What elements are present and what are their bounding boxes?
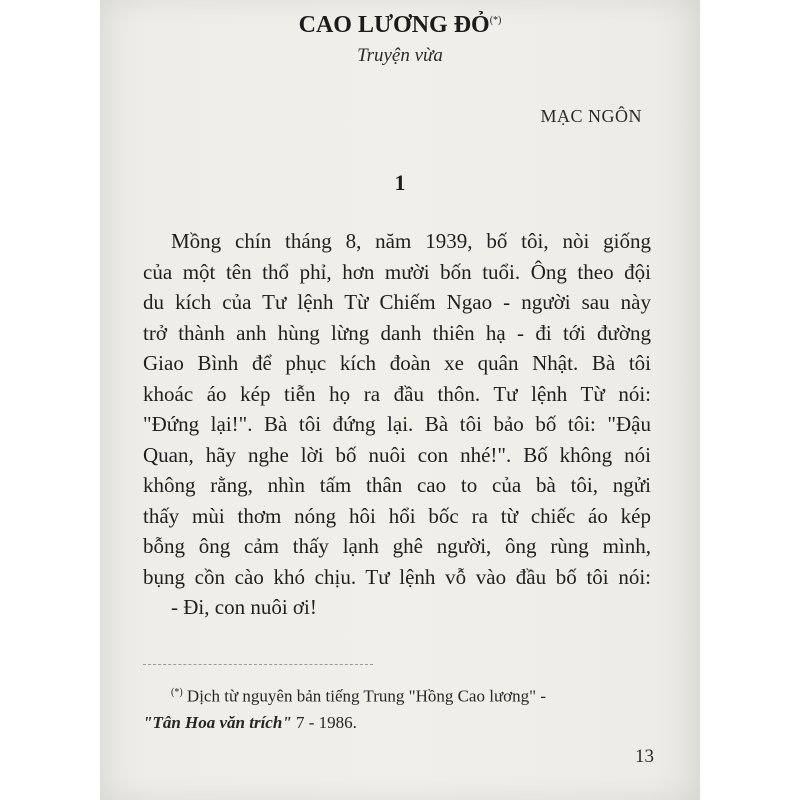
text-line: không rằng, nhìn tấm thân cao to của bà tôi, ngửi [143,473,651,497]
text-line: của một tên thổ phỉ, hơn mười bốn tuổi. Ông theo đội [143,259,651,284]
footnote [143,680,663,736]
text-line: thấy mùi thơm nóng hôi hổi bốc ra từ chiếc áo kép [143,503,651,528]
text-line: Giao Bình để phục kích đoàn xe quân Nhật. Bà tôi [143,351,651,375]
footnote-text: Dịch từ nguyên bản tiếng Trung "Hồng Cao lương" - [182,686,547,706]
text-line-dialogue: - Đi, con nuôi ơi! [171,595,317,619]
text-line: bỗng ông cảm thấy lạnh ghê người, ông rùng mình, [143,534,651,558]
text-line: trở thành anh hùng lừng danh thiên hạ - đi tới đường [143,320,651,345]
footnote-date: 7 - 1986. [291,712,357,732]
author-name: MẠC NGÔN [540,106,642,126]
text-line: du kích của Tư lệnh Từ Chiếm Ngao - người sau này [143,290,651,314]
book-page [100,0,700,800]
text-line: Mồng chín tháng 8, năm 1939, bố tôi, nòi giống [171,229,651,253]
text-line: "Đứng lại!". Bà tôi đứng lại. Bà tôi bảo bố tôi: "Đậu [143,412,651,436]
story-title-text: CAO LƯƠNG ĐỎ [298,12,490,38]
footnote-mark: (*) [171,687,183,698]
text-line: khoác áo kép tiễn họ ra đầu thôn. Tư lệnh Từ nói: [143,381,651,406]
page-number: 13 [635,746,654,767]
text-line: Quan, hãy nghe lời bố nuôi con nhé!". Bố không nói [143,442,651,467]
footnote-line-2 [143,710,663,736]
footnote-divider [143,664,373,665]
chapter-number: 1 [394,170,406,195]
footnote-line-1 [143,680,663,710]
body-paragraph [143,226,651,623]
footnote-source: "Tân Hoa văn trích" [143,712,292,732]
story-title [100,12,700,39]
text-line: bụng cồn cào khó chịu. Tư lệnh vỗ vào đầu bố tôi nói: [143,564,651,589]
story-subtitle: Truyện vừa [357,45,443,66]
title-footnote-mark: (*) [489,15,502,26]
